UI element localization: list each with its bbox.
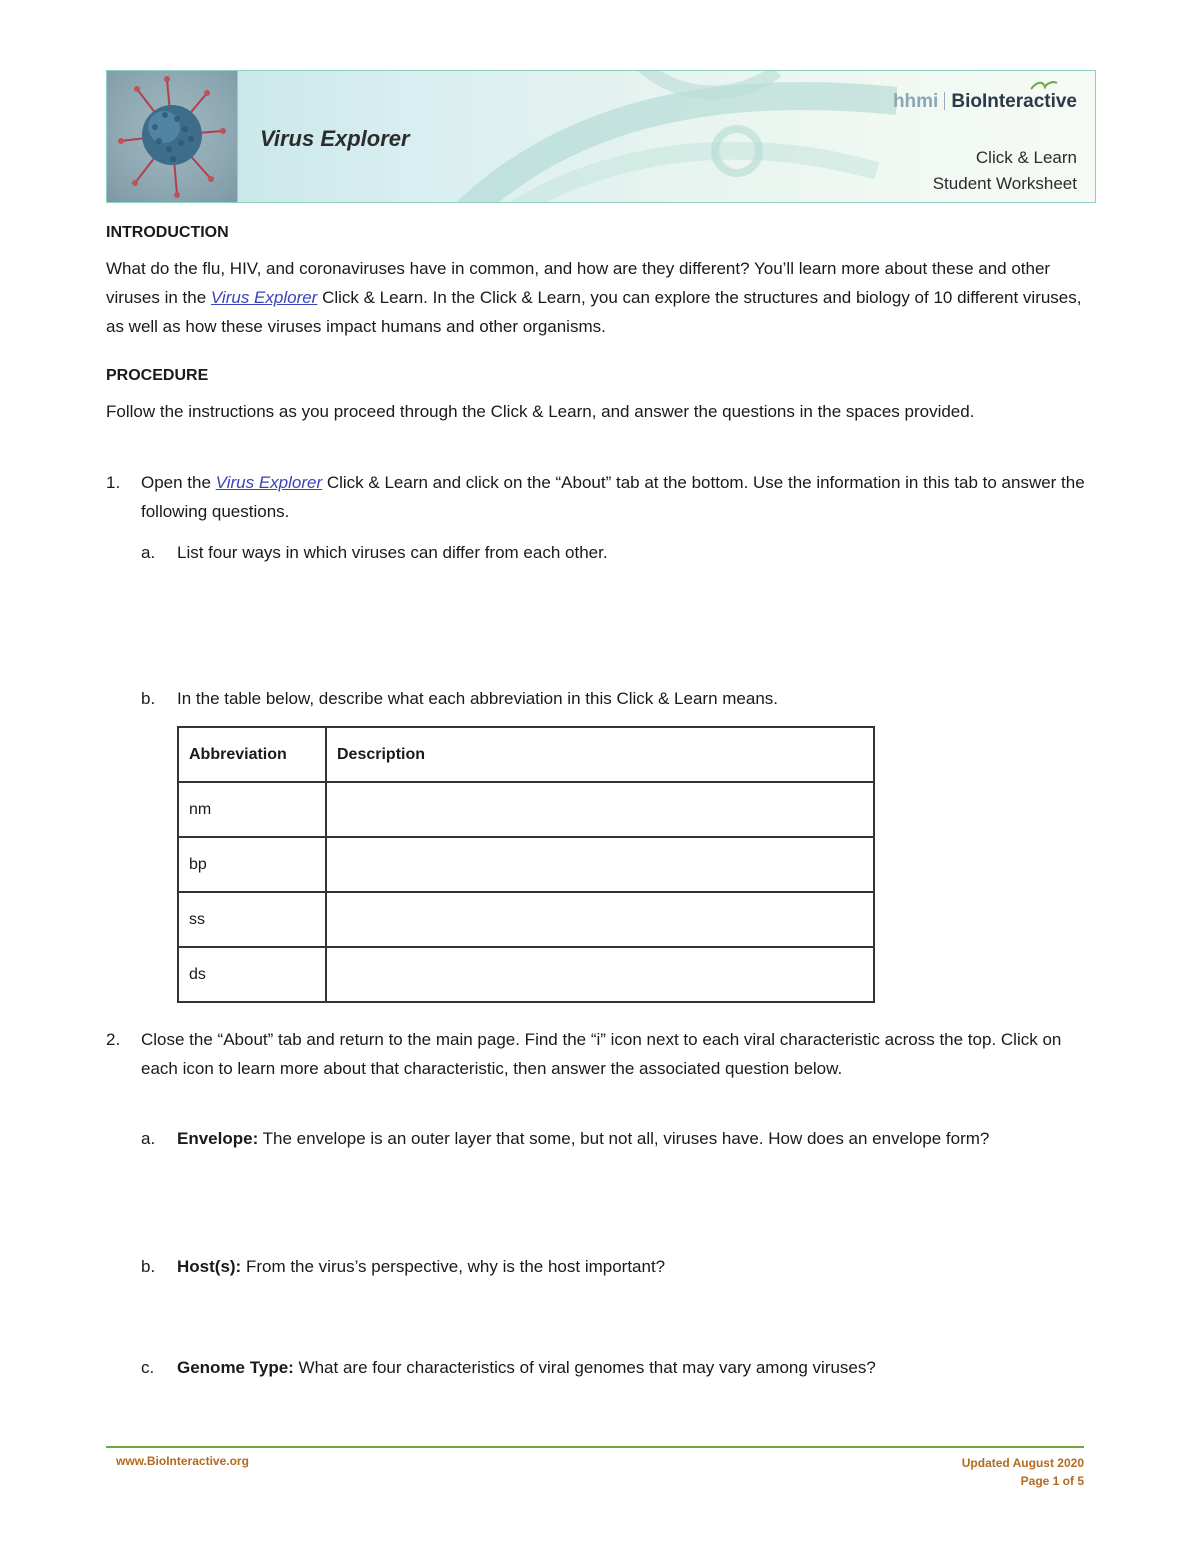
abbreviation-table: [177, 726, 875, 1003]
table-row: [178, 892, 874, 947]
header-banner: [106, 70, 1096, 203]
description-cell[interactable]: [326, 892, 874, 947]
column-header-description: Description: [326, 727, 874, 782]
footer-updated: Updated August 2020: [961, 1456, 1084, 1470]
virus-explorer-link-q1[interactable]: Virus Explorer: [215, 473, 323, 492]
subtitle-click-learn: Click & Learn: [975, 148, 1077, 167]
question-2b-label: b.: [141, 1257, 156, 1276]
question-2-number: 2.: [106, 1030, 121, 1049]
question-2a-text: Envelope: The envelope is an outer layer that some, but not all, viruses have. How does an envelope form?: [177, 1129, 990, 1148]
description-cell[interactable]: [326, 837, 874, 892]
column-header-abbreviation: Abbreviation: [178, 727, 326, 782]
question-1a-text: List four ways in which viruses can differ from each other.: [177, 543, 608, 562]
question-1b-label: b.: [141, 689, 156, 708]
abbr-cell: nm: [178, 782, 326, 837]
table-row: [178, 782, 874, 837]
table-row: [178, 837, 874, 892]
logo-hhmi: hhmi: [892, 91, 939, 112]
question-1-text: Open the Virus Explorer Click & Learn and click on the “About” tab at the bottom. Use the information in this tab to answer the following questions.: [141, 473, 1085, 521]
question-2-text: Close the “About” tab and return to the main page. Find the “i” icon next to each viral characteristic across the top. Click on each icon to learn more about that characteristic, then answer the associated question below.: [141, 1030, 1062, 1078]
footer-website-link[interactable]: www.BioInteractive.org: [116, 1454, 249, 1468]
table-row: [178, 947, 874, 1002]
abbr-cell: ss: [178, 892, 326, 947]
page-title: Virus Explorer: [260, 126, 410, 151]
header-subtitle: [933, 145, 1077, 197]
footer-info: [962, 1454, 1084, 1490]
decorative-swoosh: [437, 70, 897, 203]
introduction-section: [106, 222, 1096, 426]
question-1b-text: In the table below, describe what each abbreviation in this Click & Learn means.: [177, 689, 779, 708]
procedure-text: Follow the instructions as you proceed through the Click & Learn, and answer the questions in the spaces provided.: [106, 402, 975, 421]
virus-image: [107, 71, 238, 202]
description-cell[interactable]: [326, 782, 874, 837]
abbr-cell: ds: [178, 947, 326, 1002]
introduction-text: What do the flu, HIV, and coronaviruses have in common, and how are they different? You’ll learn more about these and other viruses in the Virus Explorer Click & Learn. In the Click & Learn, you can explore the structures and biology of 10 different viruses, as well as how these viruses impact humans and other organisms.: [106, 259, 1082, 336]
footer-page-number: Page 1 of 5: [1020, 1474, 1084, 1488]
subtitle-student-worksheet: Student Worksheet: [932, 174, 1077, 193]
question-2a-label: a.: [141, 1129, 156, 1148]
question-2c-text: Genome Type: What are four characteristics of viral genomes that may vary among viruses?: [177, 1358, 876, 1377]
procedure-heading: PROCEDURE: [106, 367, 209, 384]
logo-biointeractive: BioInteractive: [951, 91, 1077, 112]
virus-explorer-link[interactable]: Virus Explorer: [210, 288, 318, 307]
footer-divider: [106, 1446, 1084, 1448]
question-1-number: 1.: [106, 473, 121, 492]
introduction-heading: INTRODUCTION: [106, 224, 229, 241]
question-1a-label: a.: [141, 543, 156, 562]
abbr-cell: bp: [178, 837, 326, 892]
question-2c-label: c.: [141, 1358, 155, 1377]
question-2b-text: Host(s): From the virus’s perspective, why is the host important?: [177, 1257, 666, 1276]
table-header-row: [178, 727, 874, 782]
description-cell[interactable]: [326, 947, 874, 1002]
hhmi-biointeractive-logo: [893, 91, 1077, 113]
